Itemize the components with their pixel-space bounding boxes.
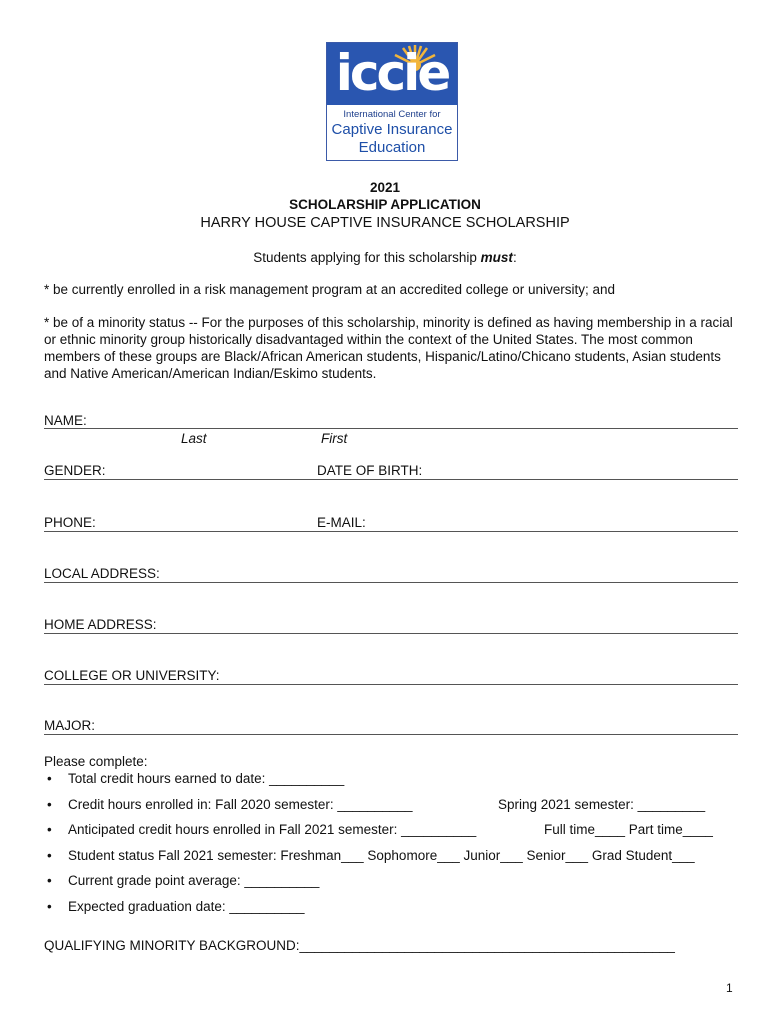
bullet-icon: • bbox=[47, 797, 52, 812]
major-label: MAJOR: bbox=[44, 718, 96, 733]
college-label: COLLEGE OR UNIVERSITY: bbox=[44, 668, 220, 683]
name-label: NAME: bbox=[44, 413, 87, 428]
student-status[interactable]: Student status Fall 2021 semester: Freshman___ Sophomore___ Junior___ Senior___ Grad Student___ bbox=[68, 848, 695, 863]
minority-label: QUALIFYING MINORITY BACKGROUND: bbox=[44, 938, 300, 953]
bullet-icon: • bbox=[47, 771, 52, 786]
intro-suffix: : bbox=[512, 250, 517, 265]
gender-dob-line[interactable] bbox=[44, 479, 738, 480]
credit-hours-fall[interactable]: Credit hours enrolled in: Fall 2020 semester: __________ bbox=[68, 797, 413, 812]
bullet-icon: • bbox=[47, 822, 52, 837]
name-line[interactable] bbox=[44, 428, 738, 429]
requirement-2: * be of a minority status -- For the purposes of this scholarship, minority is defined as having membership in a racial or ethnic minority group historically disadvantaged within the context of the United States. The most common members of these groups are Black/African American students, Hispanic/Latino/Chicano students, Asian students and Native American/American Indian/Eskimo students. bbox=[44, 315, 733, 381]
bullet-icon: • bbox=[47, 899, 52, 914]
local-address-line[interactable] bbox=[44, 582, 738, 583]
complete-heading: Please complete: bbox=[44, 754, 148, 769]
local-address-label: LOCAL ADDRESS: bbox=[44, 566, 160, 581]
logo-line-1: International Center for bbox=[343, 109, 441, 120]
credit-hours-spring[interactable]: Spring 2021 semester: _________ bbox=[498, 797, 706, 812]
gender-label: GENDER: bbox=[44, 463, 106, 478]
year-heading: 2021 bbox=[369, 180, 401, 195]
intro-emphasis: must bbox=[480, 250, 513, 265]
bullet-icon: • bbox=[47, 873, 52, 888]
credit-hours-earned[interactable]: Total credit hours earned to date: __________ bbox=[68, 771, 345, 786]
page-number: 1 bbox=[726, 981, 733, 995]
phone-email-line[interactable] bbox=[44, 531, 738, 532]
logo-line-2: Captive Insurance bbox=[331, 121, 453, 138]
home-address-label: HOME ADDRESS: bbox=[44, 617, 157, 632]
minority-line: __________________________________________________ bbox=[299, 938, 675, 953]
intro-text: Students applying for this scholarship bbox=[253, 250, 481, 265]
email-label: E-MAIL: bbox=[317, 515, 366, 530]
major-line[interactable] bbox=[44, 734, 738, 735]
logo-line-3: Education bbox=[358, 139, 426, 156]
name-first-caption: First bbox=[321, 431, 348, 446]
phone-label: PHONE: bbox=[44, 515, 96, 530]
bullet-icon: • bbox=[47, 848, 52, 863]
page-title: SCHOLARSHIP APPLICATION bbox=[289, 197, 481, 212]
grade-point-average[interactable]: Current grade point average: __________ bbox=[68, 873, 320, 888]
college-line[interactable] bbox=[44, 684, 738, 685]
dob-label: DATE OF BIRTH: bbox=[317, 463, 423, 478]
iccie-logo bbox=[326, 42, 458, 161]
logo-wordmark: iccie bbox=[335, 44, 449, 102]
minority-background[interactable] bbox=[44, 938, 675, 953]
anticipated-credit-hours[interactable]: Anticipated credit hours enrolled in Fall 2021 semester: __________ bbox=[68, 822, 477, 837]
full-part-time[interactable]: Full time____ Part time____ bbox=[544, 822, 713, 837]
logo-banner bbox=[327, 43, 457, 105]
expected-graduation[interactable]: Expected graduation date: __________ bbox=[68, 899, 305, 914]
page-subtitle: HARRY HOUSE CAPTIVE INSURANCE SCHOLARSHIP bbox=[200, 215, 570, 231]
home-address-line[interactable] bbox=[44, 633, 738, 634]
requirement-1: * be currently enrolled in a risk management program at an accredited college or university; and bbox=[44, 282, 616, 297]
name-last-caption: Last bbox=[181, 431, 207, 446]
requirements-intro bbox=[0, 250, 770, 265]
